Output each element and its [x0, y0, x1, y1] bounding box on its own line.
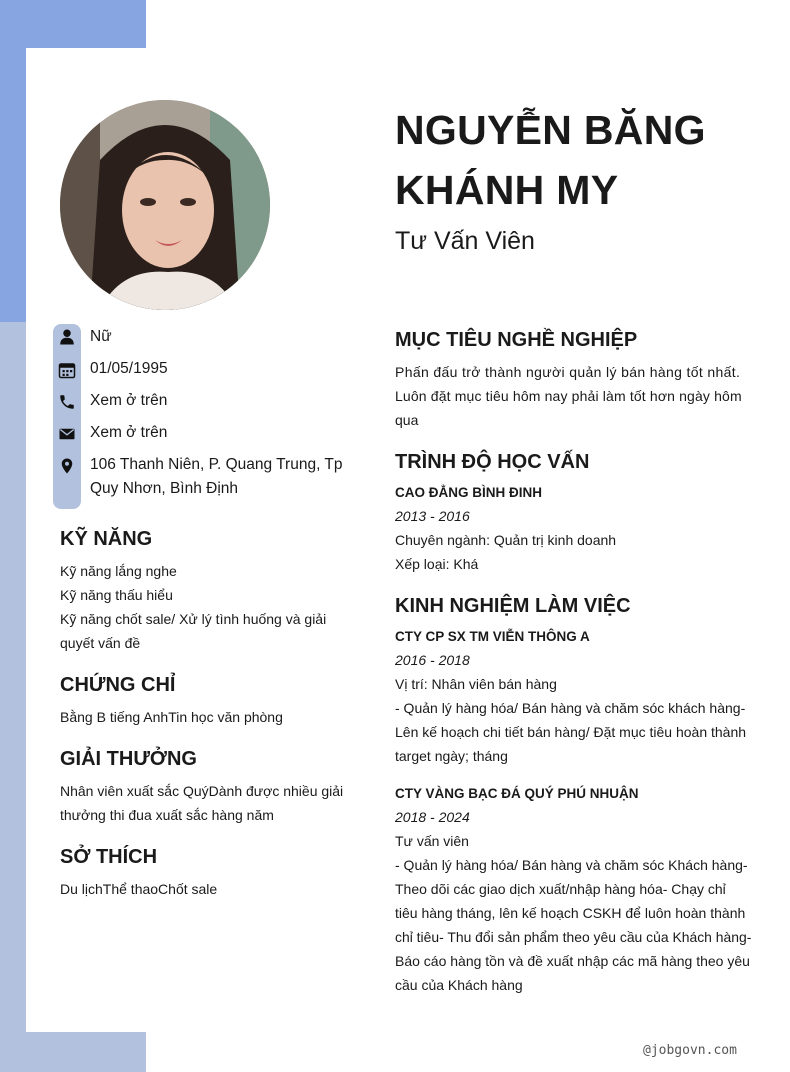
watermark: @jobgovn.com — [643, 1043, 737, 1058]
certificates-text: Bằng B tiếng AnhTin học văn phòng — [60, 709, 283, 725]
phone-icon — [58, 393, 76, 411]
job-position: Tư vấn viên — [395, 833, 469, 849]
profile-photo — [60, 100, 270, 310]
job-detail-line: chỉ tiêu- Thu đổi sản phẩm theo yêu cầu của Khách hàng- — [395, 929, 752, 945]
skills-title: KỸ NĂNG — [60, 528, 153, 550]
objective-title: MỤC TIÊU NGHỀ NGHIỆP — [395, 329, 638, 351]
job-title: Tư Vấn Viên — [395, 227, 535, 255]
education-rank: Xếp loại: Khá — [395, 556, 479, 572]
address-line-1: 106 Thanh Niên, P. Quang Trung, Tp — [90, 456, 343, 473]
hobbies-text: Du lịchThể thaoChốt sale — [60, 881, 218, 897]
email-icon — [58, 425, 76, 443]
person-icon — [58, 328, 76, 346]
job-period: 2016 - 2018 — [395, 652, 470, 668]
location-pin-icon — [58, 457, 76, 475]
job-detail-line: target ngày; tháng — [395, 748, 508, 764]
experience-title: KINH NGHIỆM LÀM VIỆC — [395, 595, 631, 617]
job-company: CTY VÀNG BẠC ĐÁ QUÝ PHÚ NHUẬN — [395, 786, 639, 801]
job-period: 2018 - 2024 — [395, 809, 470, 825]
objective-line: Luôn đặt mục tiêu hôm nay phải làm tốt hơn ngày hôm — [395, 388, 742, 404]
objective-line: Phấn đấu trở thành người quản lý bán hàng tốt nhất. — [395, 364, 741, 380]
certificates-title: CHỨNG CHỈ — [60, 674, 176, 696]
job-detail-line: tiêu hàng tháng, lên kế hoạch CSKH để luôn hoàn thành — [395, 905, 746, 921]
gender-text: Nữ — [90, 328, 112, 345]
education-period: 2013 - 2016 — [395, 508, 470, 524]
contact-icon-strip — [53, 324, 81, 509]
awards-line-2: thưởng thi đua xuất sắc hàng năm — [60, 807, 274, 823]
skill-item: Kỹ năng thấu hiểu — [60, 587, 173, 603]
job-detail-line: cầu của Khách hàng — [395, 977, 523, 993]
education-major: Chuyên ngành: Quản trị kinh doanh — [395, 532, 617, 548]
email-text: Xem ở trên — [90, 424, 168, 441]
awards-line-1: Nhân viên xuất sắc QuýDành được nhiều giải — [60, 783, 344, 799]
candidate-name — [395, 100, 765, 220]
skill-item: Kỹ năng chốt sale/ Xử lý tình huống và giải — [60, 611, 327, 627]
phone-text: Xem ở trên — [90, 392, 168, 409]
job-detail-line: - Quản lý hàng hóa/ Bán hàng và chăm sóc khách hàng- — [395, 700, 746, 716]
job-company: CTY CP SX TM VIỄN THÔNG A — [395, 629, 590, 644]
name-line-2: KHÁNH MY — [395, 167, 619, 213]
job-detail-line: Theo dõi các giao dịch xuất/nhập hàng hóa- Chạy chỉ — [395, 881, 726, 897]
skill-item: Kỹ năng lắng nghe — [60, 563, 177, 579]
skill-item: quyết vấn đề — [60, 635, 141, 651]
school-name: CAO ĐẲNG BÌNH ĐINH — [395, 485, 542, 500]
education-title: TRÌNH ĐỘ HỌC VẤN — [395, 451, 590, 473]
job-detail-line: Báo cáo hàng tồn và đề xuất nhập các mã hàng theo yêu — [395, 953, 750, 969]
job-detail-line: Lên kế hoạch chi tiết bán hàng/ Đặt mục tiêu hoàn thành — [395, 724, 747, 740]
calendar-icon — [58, 361, 76, 379]
objective-line: qua — [395, 412, 419, 428]
name-line-1: NGUYỄN BĂNG — [395, 107, 706, 153]
job-detail-line: - Quản lý hàng hóa/ Bán hàng và chăm sóc Khách hàng- — [395, 857, 748, 873]
birthday-text: 01/05/1995 — [90, 360, 168, 377]
awards-title: GIẢI THƯỞNG — [60, 748, 197, 770]
address-line-2: Quy Nhơn, Bình Định — [90, 480, 239, 497]
hobbies-title: SỞ THÍCH — [60, 846, 158, 868]
job-position: Vị trí: Nhân viên bán hàng — [395, 676, 557, 692]
